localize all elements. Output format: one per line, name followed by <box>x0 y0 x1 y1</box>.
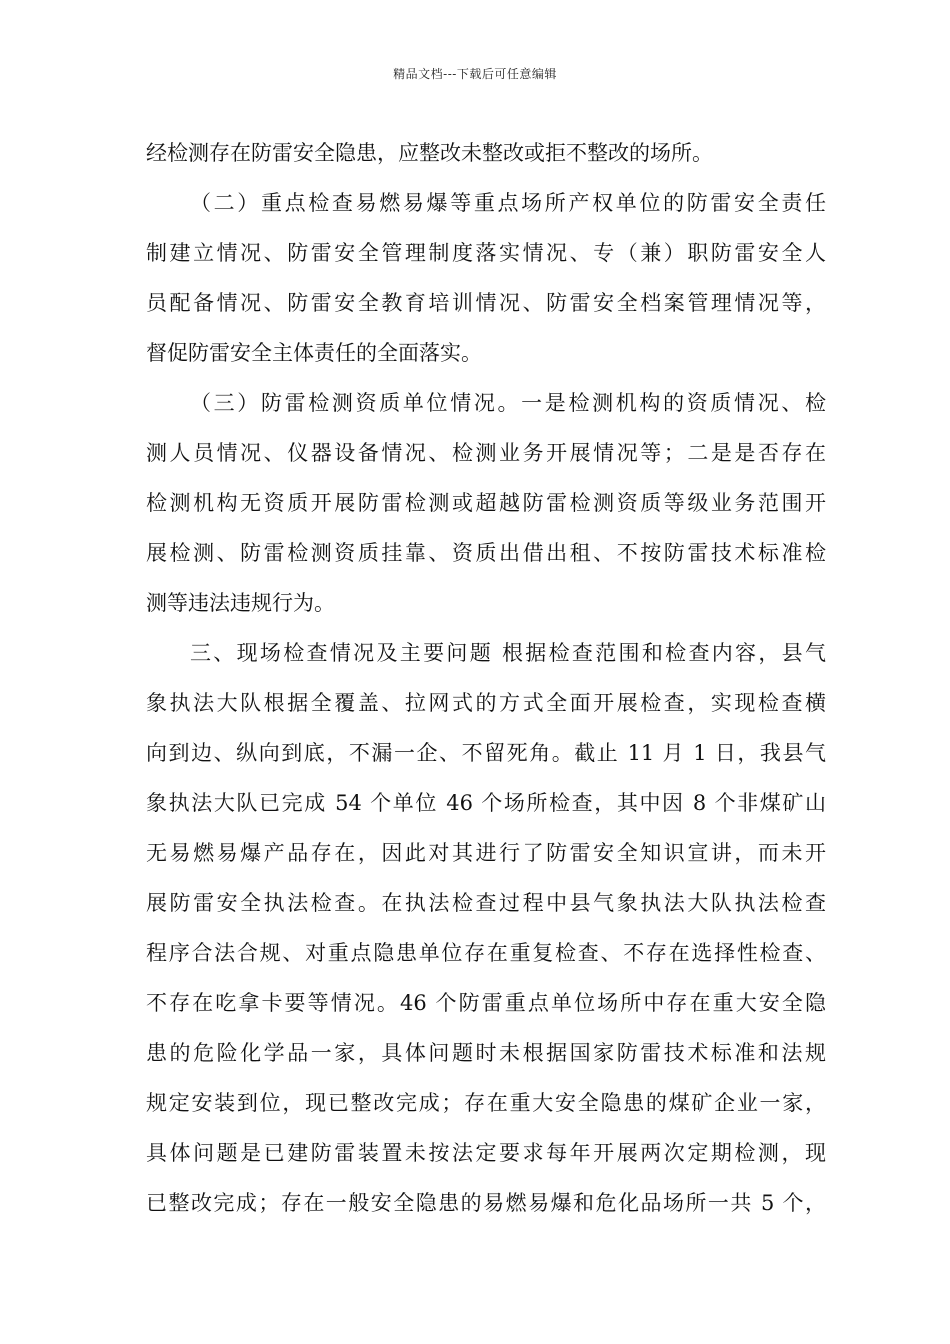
text-line: 不存在吃拿卡要等情况。46 个防雷重点单位场所中存在重大安全隐 <box>146 991 826 1015</box>
text-line: 规定安装到位，现已整改完成；存在重大安全隐患的煤矿企业一家， <box>146 1091 826 1115</box>
text-line: （三）防雷检测资质单位情况。一是检测机构的资质情况、检 <box>190 391 826 415</box>
text-line: 象执法大队已完成 54 个单位 46 个场所检查，其中因 8 个非煤矿山 <box>146 791 826 815</box>
text-line: 象执法大队根据全覆盖、拉网式的方式全面开展检查，实现检查横 <box>146 691 826 715</box>
text-line: 展防雷安全执法检查。在执法检查过程中县气象执法大队执法检查 <box>146 891 826 915</box>
text-line: 已整改完成；存在一般安全隐患的易燃易爆和危化品场所一共 5 个， <box>146 1191 826 1215</box>
document-body <box>146 128 826 1228</box>
page-header: 精品文档---下载后可任意编辑 <box>393 67 557 81</box>
text-line: 患的危险化学品一家，具体问题时未根据国家防雷技术标准和法规 <box>146 1041 826 1065</box>
text-line: 测人员情况、仪器设备情况、检测业务开展情况等；二是是否存在 <box>146 441 826 465</box>
text-line: 无易燃易爆产品存在，因此对其进行了防雷安全知识宣讲，而未开 <box>146 841 826 865</box>
text-line: 检测机构无资质开展防雷检测或超越防雷检测资质等级业务范围开 <box>146 491 826 515</box>
text-line: 测等违法违规行为。 <box>146 591 335 615</box>
text-line: 经检测存在防雷安全隐患，应整改未整改或拒不整改的场所。 <box>146 141 713 165</box>
text-line: 程序合法合规、对重点隐患单位存在重复检查、不存在选择性检查、 <box>146 941 826 965</box>
text-line: 展检测、防雷检测资质挂靠、资质出借出租、不按防雷技术标准检 <box>146 541 826 565</box>
text-line: 制建立情况、防雷安全管理制度落实情况、专（兼）职防雷安全人 <box>146 241 826 265</box>
text-line: 督促防雷安全主体责任的全面落实。 <box>146 341 482 365</box>
text-line: （二）重点检查易燃易爆等重点场所产权单位的防雷安全责任 <box>190 191 826 215</box>
text-line: 向到边、纵向到底，不漏一企、不留死角。截止 11 月 1 日，我县气 <box>146 741 826 765</box>
text-line: 员配备情况、防雷安全教育培训情况、防雷安全档案管理情况等， <box>146 291 826 315</box>
text-line: 具体问题是已建防雷装置未按法定要求每年开展两次定期检测，现 <box>146 1141 826 1165</box>
text-line: 三、现场检查情况及主要问题 根据检查范围和检查内容，县气 <box>190 641 826 665</box>
